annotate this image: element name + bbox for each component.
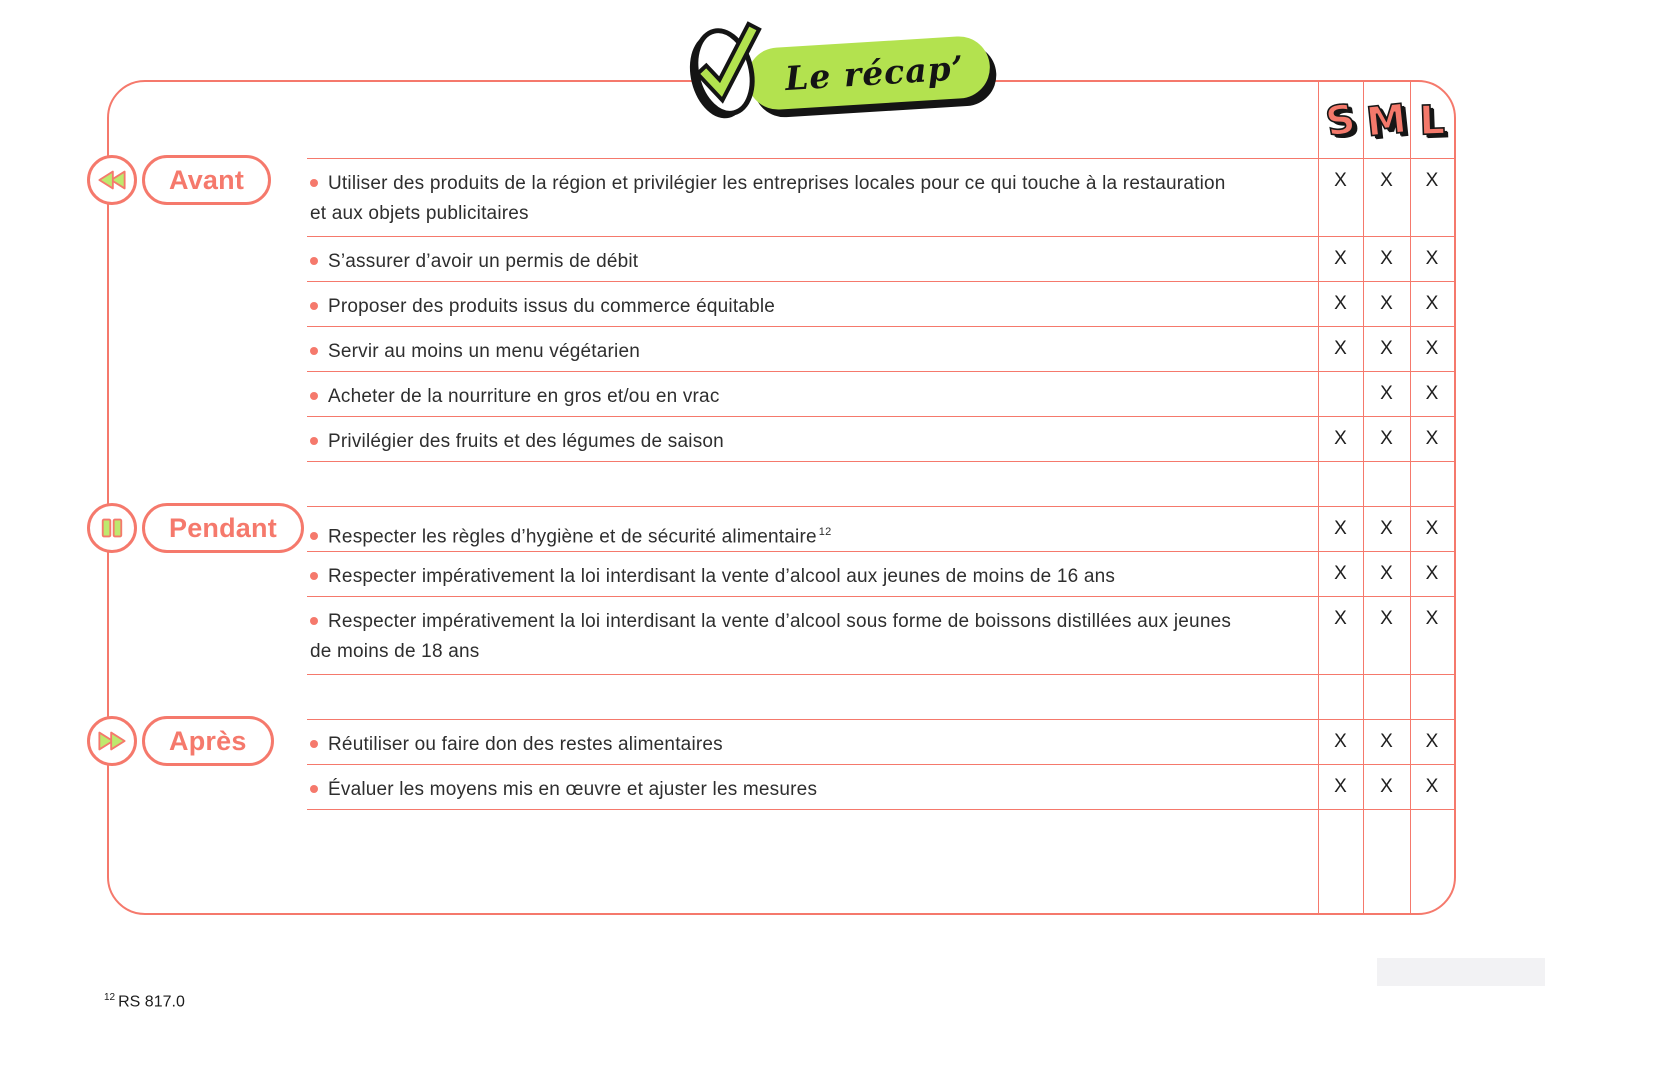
section-label-text: Après: [169, 725, 247, 756]
rows-container: [109, 158, 1454, 909]
row-text: Réutiliser ou faire don des restes alimentaires: [109, 719, 1318, 764]
cell-s: X: [1334, 563, 1347, 584]
cell-m: X: [1380, 563, 1393, 584]
row-text: S’assurer d’avoir un permis de débit: [109, 236, 1318, 281]
column-header-m: M: [1364, 96, 1409, 146]
spacer-row: [109, 674, 1454, 719]
row-text: Privilégier des fruits et des légumes de saison: [109, 416, 1318, 461]
footnote-text: RS 817.0: [118, 993, 185, 1011]
cell-l: X: [1425, 248, 1439, 269]
cell-l: X: [1425, 293, 1439, 314]
row-divider: [307, 596, 1454, 597]
cell-l: X: [1425, 170, 1439, 191]
row-divider: [307, 764, 1454, 765]
cell-s: X: [1334, 248, 1347, 269]
cell-l: X: [1425, 776, 1439, 797]
cell-m: X: [1380, 383, 1393, 404]
fast-forward-icon: [87, 716, 137, 766]
table-row: [109, 416, 1454, 461]
section-label-avant: [87, 155, 271, 205]
column-headers: [1318, 88, 1454, 154]
cell-m: X: [1380, 518, 1393, 539]
table-row: [109, 371, 1454, 416]
section-label-apres: [87, 716, 274, 766]
row-footnote-ref: 12: [818, 526, 832, 538]
table-row: [109, 506, 1454, 551]
column-header-s: S: [1322, 95, 1359, 147]
spacer-row: [109, 461, 1454, 506]
cell-m: X: [1380, 776, 1393, 797]
table-row: [109, 158, 1454, 236]
rewind-icon: [87, 155, 137, 205]
row-divider: [307, 674, 1454, 675]
table-row: [109, 326, 1454, 371]
row-divider: [307, 506, 1454, 507]
cell-l: X: [1425, 338, 1439, 359]
row-divider: [307, 809, 1454, 810]
bullet-icon: [310, 392, 318, 400]
section-label-pendant: [87, 503, 304, 553]
table-row: [109, 281, 1454, 326]
row-divider: [307, 236, 1454, 237]
section-pill: [142, 503, 304, 553]
cell-m: X: [1380, 170, 1393, 191]
row-text: Utiliser des produits de la région et privilégier les entreprises locales pour ce qui touche à la restauration et aux objets publicitaires: [310, 173, 1226, 224]
cell-s: X: [1334, 608, 1347, 629]
footnote-sup: 12: [104, 992, 116, 1003]
cell-s: X: [1334, 293, 1347, 314]
row-text: Respecter impérativement la loi interdisant la vente d’alcool aux jeunes de moins de 16 ans: [109, 551, 1318, 596]
filler-row: [109, 809, 1454, 909]
cell-m: X: [1380, 293, 1393, 314]
cell-s: X: [1334, 776, 1347, 797]
bullet-icon: [310, 179, 318, 187]
cell-m: X: [1380, 428, 1393, 449]
footnote: [104, 992, 185, 1011]
row-text: Servir au moins un menu végétarien: [109, 326, 1318, 371]
bullet-icon: [310, 257, 318, 265]
cell-s: X: [1334, 731, 1347, 752]
logo-pill: [745, 35, 991, 112]
section-label-text: Avant: [169, 164, 245, 195]
cell-l: X: [1425, 383, 1439, 404]
row-divider: [307, 551, 1454, 552]
row-text: Proposer des produits issus du commerce équitable: [109, 281, 1318, 326]
table-row: [109, 236, 1454, 281]
bullet-icon: [310, 532, 318, 540]
table-row: [109, 719, 1454, 764]
cell-s: [1318, 371, 1363, 416]
cell-m: X: [1380, 731, 1393, 752]
row-divider: [307, 416, 1454, 417]
row-divider: [307, 158, 1454, 159]
cell-l: X: [1425, 608, 1439, 629]
cell-m: X: [1380, 608, 1393, 629]
bullet-icon: [310, 302, 318, 310]
row-divider: [307, 371, 1454, 372]
cell-s: X: [1334, 338, 1347, 359]
cell-m: X: [1380, 338, 1393, 359]
table-row: [109, 596, 1454, 674]
section-label-text: Pendant: [169, 512, 277, 543]
cell-s: X: [1334, 170, 1347, 191]
table-row: [109, 551, 1454, 596]
gray-artifact: [1377, 958, 1545, 986]
recap-table: [107, 47, 1456, 915]
bullet-icon: [310, 572, 318, 580]
recap-logo: [687, 16, 1087, 156]
row-divider: [307, 719, 1454, 720]
cell-m: X: [1380, 248, 1393, 269]
bullet-icon: [310, 740, 318, 748]
cell-l: X: [1425, 518, 1439, 539]
row-divider: [307, 461, 1454, 462]
bullet-icon: [310, 785, 318, 793]
row-text: Évaluer les moyens mis en œuvre et ajuster les mesures: [109, 764, 1318, 809]
row-divider: [307, 326, 1454, 327]
bullet-icon: [310, 617, 318, 625]
section-pill: [142, 155, 271, 205]
row-text: Respecter les règles d’hygiène et de sécurité alimentaire $^{12}$: [109, 506, 1318, 551]
row-divider: [307, 281, 1454, 282]
row-text: Respecter impérativement la loi interdisant la vente d’alcool sous forme de boissons distillées aux jeunes de moins de 18 ans: [310, 611, 1232, 662]
cell-s: X: [1334, 518, 1347, 539]
check-icon: [687, 16, 767, 126]
cell-s: X: [1334, 428, 1347, 449]
cell-l: X: [1425, 731, 1439, 752]
bullet-icon: [310, 437, 318, 445]
bullet-icon: [310, 347, 318, 355]
cell-l: X: [1425, 428, 1439, 449]
cell-l: X: [1425, 563, 1439, 584]
column-header-l: L: [1418, 97, 1446, 145]
section-pill: [142, 716, 274, 766]
pause-icon: [87, 503, 137, 553]
table-row: [109, 764, 1454, 809]
logo-title: Le récap’: [783, 47, 966, 98]
row-text: Acheter de la nourriture en gros et/ou en vrac: [109, 371, 1318, 416]
